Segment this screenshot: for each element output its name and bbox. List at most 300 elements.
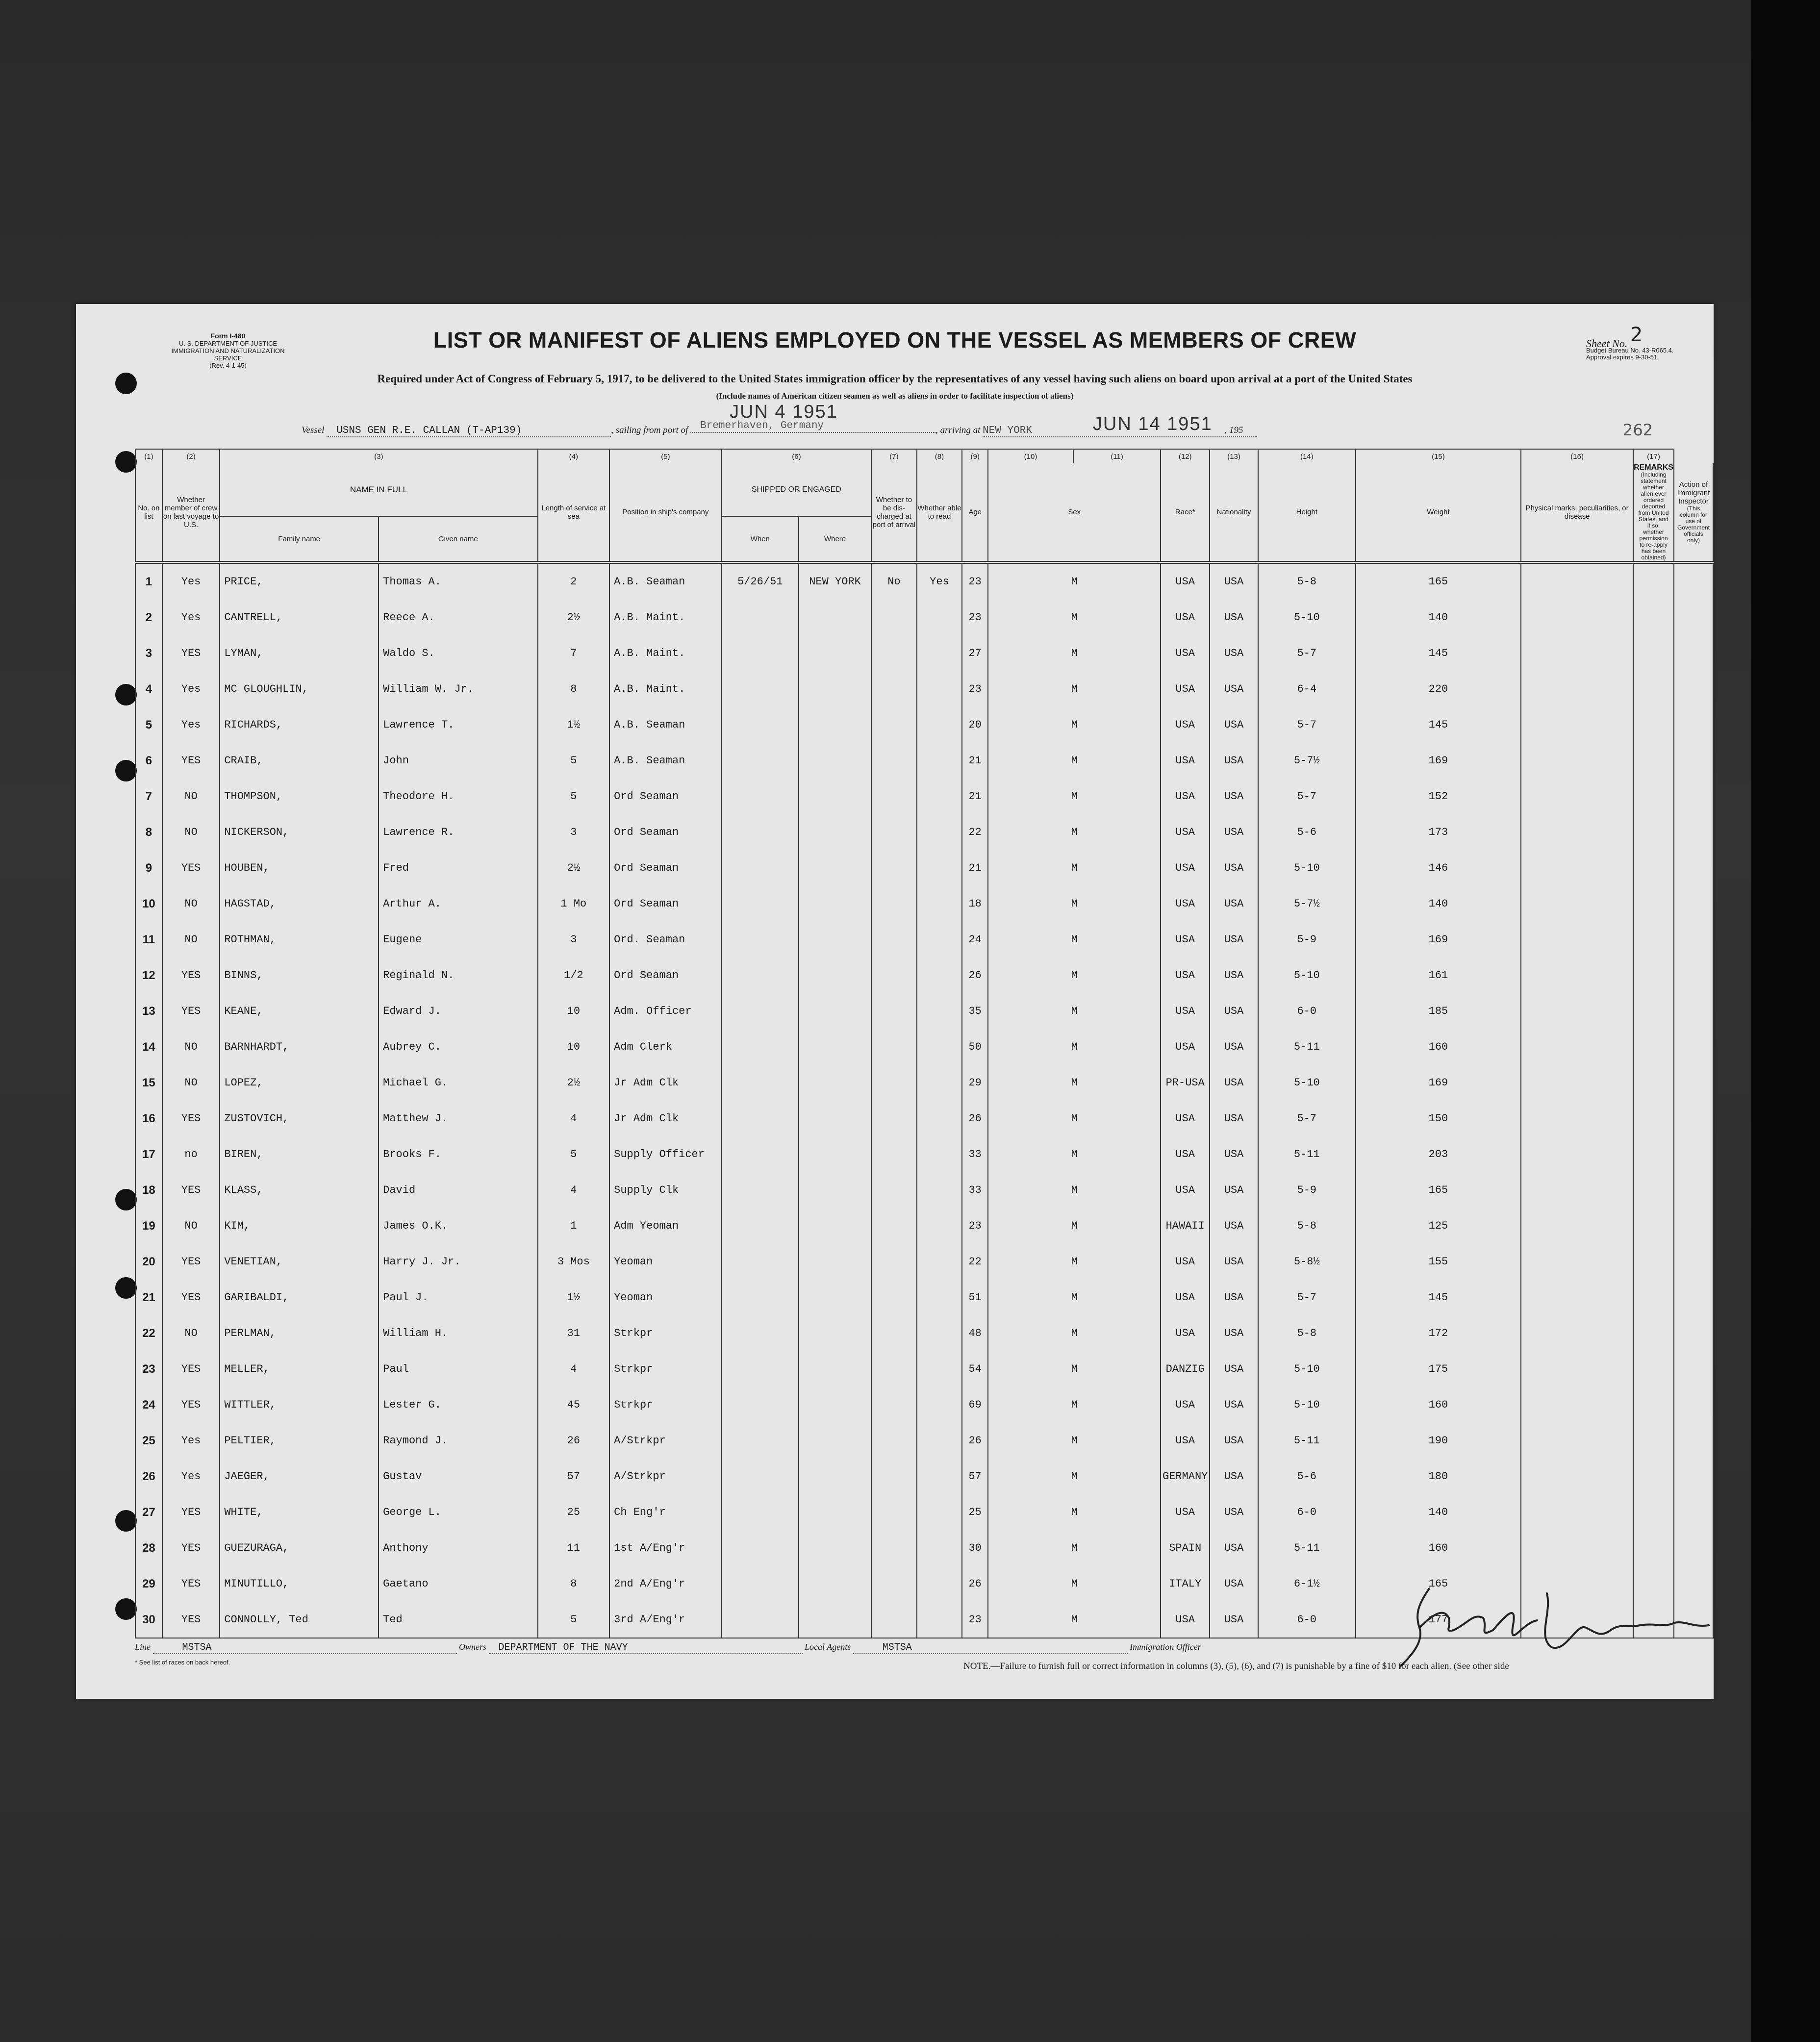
col-header-given-name: Given name [379,516,537,562]
cell-previous-voyage: YES [162,1494,220,1530]
cell-remarks [1633,1530,1674,1566]
cell-race: USA [1161,779,1210,814]
cell-previous-voyage: NO [162,814,220,850]
cell-given-name: Lawrence T. [379,707,537,743]
cell-age: 26 [962,1566,988,1602]
cell-age: 30 [962,1530,988,1566]
cell-shipped-when [722,600,799,635]
cell-inspector-action [1674,1280,1713,1315]
sailing-label: , sailing from port of [611,425,688,435]
cell-physical-marks [1521,1351,1633,1387]
cell-given-name: Paul [379,1351,537,1387]
cell-row-number: 8 [135,814,162,850]
cell-given-name: Matthew J. [379,1101,537,1136]
cell-position: A.B. Seaman [609,562,722,600]
cell-remarks [1633,1459,1674,1494]
cell-remarks [1633,1387,1674,1423]
cell-shipped-where [799,1208,871,1244]
cell-previous-voyage: YES [162,1280,220,1315]
cell-given-name: Raymond J. [379,1423,537,1459]
cell-shipped-when [722,958,799,993]
cell-discharged [871,707,917,743]
col-num: (10) [988,449,1073,463]
cell-height: 5-10 [1258,1351,1356,1387]
cell-weight: 140 [1356,600,1521,635]
cell-age: 51 [962,1280,988,1315]
remarks-title: REMARKS [1634,463,1673,472]
col-header-race: Race* [1161,463,1210,562]
cell-age: 27 [962,635,988,671]
cell-height: 5-8 [1258,562,1356,600]
table-row [135,1065,1713,1101]
cell-physical-marks [1521,779,1633,814]
cell-shipped-where [799,1172,871,1208]
cell-able-to-read [917,779,962,814]
cell-position: Strkpr [609,1387,722,1423]
cell-shipped-where [799,635,871,671]
cell-position: A/Strkpr [609,1459,722,1494]
cell-discharged [871,993,917,1029]
cell-able-to-read [917,635,962,671]
col-num: (3) [220,449,537,463]
cell-remarks [1633,1065,1674,1101]
cell-inspector-action [1674,743,1713,779]
cell-age: 50 [962,1029,988,1065]
cell-row-number: 3 [135,635,162,671]
cell-given-name: David [379,1172,537,1208]
cell-remarks [1633,1172,1674,1208]
race-footnote: * See list of races on back hereof. [135,1659,230,1666]
table-row [135,1029,1713,1065]
crew-manifest-table [135,449,1714,1639]
cell-able-to-read [917,707,962,743]
cell-sex: M [988,743,1161,779]
table-row [135,1208,1713,1244]
cell-family-name: BIREN, [220,1136,379,1172]
cell-height: 5-7 [1258,1280,1356,1315]
cell-family-name: ZUSTOVICH, [220,1101,379,1136]
cell-previous-voyage: YES [162,850,220,886]
cell-able-to-read [917,1351,962,1387]
cell-position: Strkpr [609,1315,722,1351]
cell-nationality: USA [1210,600,1258,635]
cell-remarks [1633,671,1674,707]
cell-discharged [871,1387,917,1423]
cell-shipped-when [722,1423,799,1459]
cell-shipped-where [799,1566,871,1602]
table-row [135,1136,1713,1172]
cell-race: USA [1161,671,1210,707]
immigration-officer-signature [1390,1584,1723,1672]
cell-able-to-read [917,1315,962,1351]
cell-physical-marks [1521,1208,1633,1244]
cell-discharged [871,850,917,886]
cell-physical-marks [1521,1136,1633,1172]
cell-able-to-read [917,993,962,1029]
binder-hole [115,684,137,706]
cell-discharged [871,1459,917,1494]
cell-given-name: Edward J. [379,993,537,1029]
col-num: (17) [1633,449,1674,463]
cell-nationality: USA [1210,707,1258,743]
cell-able-to-read [917,922,962,958]
cell-previous-voyage: YES [162,993,220,1029]
cell-position: Supply Officer [609,1136,722,1172]
cell-row-number: 6 [135,743,162,779]
table-row [135,1101,1713,1136]
cell-inspector-action [1674,1244,1713,1280]
cell-inspector-action [1674,1101,1713,1136]
cell-physical-marks [1521,922,1633,958]
table-row [135,635,1713,671]
cell-position: Ord Seaman [609,886,722,922]
cell-previous-voyage: no [162,1136,220,1172]
cell-family-name: HOUBEN, [220,850,379,886]
cell-nationality: USA [1210,1423,1258,1459]
cell-shipped-where [799,1387,871,1423]
table-row [135,707,1713,743]
cell-shipped-where [799,779,871,814]
cell-family-name: RICHARDS, [220,707,379,743]
cell-race: GERMANY [1161,1459,1210,1494]
cell-remarks [1633,1101,1674,1136]
cell-weight: 165 [1356,562,1521,600]
cell-shipped-when [722,1280,799,1315]
cell-weight: 177 [1356,1602,1521,1638]
col-header-age: Age [962,463,988,562]
cell-inspector-action [1674,886,1713,922]
cell-physical-marks [1521,1280,1633,1315]
cell-discharged [871,922,917,958]
col-header-read: Whether able to read [917,463,962,562]
remarks-note: (Including statement whether alien ever ordered deported from United States, and if so, whether permission to re-apply has been obtained) [1638,471,1669,561]
cell-nationality: USA [1210,958,1258,993]
cell-shipped-where [799,886,871,922]
cell-remarks [1633,1136,1674,1172]
cell-given-name: Arthur A. [379,886,537,922]
col-num: (16) [1521,449,1633,463]
cell-discharged [871,1280,917,1315]
service: IMMIGRATION AND NATURALIZATION SERVICE [171,347,285,362]
cell-sex: M [988,814,1161,850]
cell-race: USA [1161,707,1210,743]
cell-remarks [1633,1244,1674,1280]
cell-previous-voyage: YES [162,1172,220,1208]
cell-row-number: 24 [135,1387,162,1423]
cell-nationality: USA [1210,886,1258,922]
cell-service-length: 2½ [538,600,610,635]
cell-family-name: GUEZURAGA, [220,1530,379,1566]
cell-shipped-where [799,707,871,743]
cell-shipped-where [799,1459,871,1494]
cell-age: 57 [962,1459,988,1494]
cell-position: A.B. Maint. [609,671,722,707]
cell-weight: 140 [1356,886,1521,922]
col-num: (15) [1356,449,1521,463]
table-row [135,1423,1713,1459]
cell-race: ITALY [1161,1566,1210,1602]
cell-position: Ord Seaman [609,958,722,993]
cell-given-name: James O.K. [379,1208,537,1244]
cell-discharged [871,635,917,671]
cell-given-name: William H. [379,1315,537,1351]
budget-info [1586,347,1674,361]
cell-previous-voyage: YES [162,1244,220,1280]
cell-discharged [871,1136,917,1172]
cell-position: 3rd A/Eng'r [609,1602,722,1638]
cell-remarks [1633,850,1674,886]
cell-nationality: USA [1210,814,1258,850]
cell-height: 5-6 [1258,814,1356,850]
cell-shipped-when [722,707,799,743]
cell-row-number: 13 [135,993,162,1029]
cell-family-name: LYMAN, [220,635,379,671]
cell-nationality: USA [1210,635,1258,671]
cell-nationality: USA [1210,1065,1258,1101]
cell-service-length: 1/2 [538,958,610,993]
cell-sex: M [988,1065,1161,1101]
cell-weight: 155 [1356,1244,1521,1280]
cell-family-name: BINNS, [220,958,379,993]
col-header-prev-voyage: Whether member of crew on last voyage to U.S. [162,463,220,562]
cell-service-length: 7 [538,635,610,671]
cell-weight: 173 [1356,814,1521,850]
cell-physical-marks [1521,1101,1633,1136]
cell-shipped-where [799,1494,871,1530]
cell-weight: 152 [1356,779,1521,814]
cell-weight: 125 [1356,1208,1521,1244]
page-title: LIST OR MANIFEST OF ALIENS EMPLOYED ON THE VESSEL AS MEMBERS OF CREW [433,328,1357,353]
col-header-remarks [1633,463,1674,562]
cell-able-to-read [917,1029,962,1065]
cell-shipped-when [722,1315,799,1351]
cell-position: A.B. Maint. [609,600,722,635]
cell-nationality: USA [1210,1136,1258,1172]
cell-remarks [1633,600,1674,635]
cell-inspector-action [1674,1351,1713,1387]
cell-shipped-when [722,1351,799,1387]
cell-given-name: Reece A. [379,600,537,635]
cell-physical-marks [1521,958,1633,993]
cell-position: Ord Seaman [609,814,722,850]
cell-age: 26 [962,958,988,993]
cell-shipped-when [722,1208,799,1244]
cell-discharged [871,1602,917,1638]
cell-race: USA [1161,1244,1210,1280]
cell-weight: 160 [1356,1530,1521,1566]
cell-height: 5-7½ [1258,886,1356,922]
cell-row-number: 18 [135,1172,162,1208]
cell-previous-voyage: NO [162,1208,220,1244]
cell-inspector-action [1674,1136,1713,1172]
cell-age: 23 [962,671,988,707]
cell-weight: 203 [1356,1136,1521,1172]
cell-physical-marks [1521,1530,1633,1566]
binder-hole [115,760,137,782]
cell-family-name: KIM, [220,1208,379,1244]
cell-shipped-where [799,600,871,635]
cell-physical-marks [1521,850,1633,886]
cell-weight: 146 [1356,850,1521,886]
cell-inspector-action [1674,1530,1713,1566]
col-header-name: NAME IN FULL [220,463,537,516]
col-header-when: When [722,516,799,562]
cell-sex: M [988,635,1161,671]
binder-hole [115,1598,137,1620]
cell-shipped-when [722,1244,799,1280]
cell-remarks [1633,1208,1674,1244]
cell-family-name: LOPEZ, [220,1065,379,1101]
cell-inspector-action [1674,1387,1713,1423]
cell-given-name: Harry J. Jr. [379,1244,537,1280]
cell-height: 5-11 [1258,1530,1356,1566]
cell-inspector-action [1674,922,1713,958]
cell-remarks [1633,707,1674,743]
cell-previous-voyage: Yes [162,600,220,635]
cell-nationality: USA [1210,779,1258,814]
cell-shipped-where [799,1602,871,1638]
cell-physical-marks [1521,886,1633,922]
cell-able-to-read [917,1530,962,1566]
cell-race: SPAIN [1161,1530,1210,1566]
cell-discharged [871,1566,917,1602]
cell-given-name: Aubrey C. [379,1029,537,1065]
cell-sex: M [988,993,1161,1029]
cell-remarks [1633,562,1674,600]
cell-position: Adm. Officer [609,993,722,1029]
budget-bureau: Budget Bureau No. 43-R065.4. [1586,347,1674,354]
cell-row-number: 4 [135,671,162,707]
table-row [135,922,1713,958]
cell-shipped-where [799,1244,871,1280]
cell-weight: 175 [1356,1351,1521,1387]
cell-row-number: 17 [135,1136,162,1172]
cell-shipped-when [722,1387,799,1423]
cell-shipped-when [722,922,799,958]
cell-inspector-action [1674,1315,1713,1351]
cell-remarks [1633,814,1674,850]
cell-height: 5-11 [1258,1029,1356,1065]
cell-height: 5-6 [1258,1459,1356,1494]
cell-shipped-where [799,1530,871,1566]
cell-physical-marks [1521,1459,1633,1494]
cell-shipped-when [722,1459,799,1494]
cell-row-number: 28 [135,1530,162,1566]
cell-family-name: PRICE, [220,562,379,600]
cell-shipped-where [799,743,871,779]
cell-physical-marks [1521,1029,1633,1065]
cell-nationality: USA [1210,1387,1258,1423]
cell-row-number: 5 [135,707,162,743]
cell-service-length: 10 [538,993,610,1029]
cell-service-length: 3 Mos [538,1244,610,1280]
col-num: (1) [135,449,162,463]
cell-service-length: 2½ [538,1065,610,1101]
cell-shipped-when [722,1029,799,1065]
table-row [135,562,1713,600]
cell-shipped-where [799,1423,871,1459]
cell-shipped-when [722,743,799,779]
cell-given-name: Eugene [379,922,537,958]
table-row [135,600,1713,635]
cell-previous-voyage: YES [162,1602,220,1638]
cell-race: USA [1161,1029,1210,1065]
manifest-sheet [76,304,1714,1699]
cell-given-name: Gaetano [379,1566,537,1602]
cell-service-length: 8 [538,671,610,707]
cell-nationality: USA [1210,1172,1258,1208]
cell-weight: 150 [1356,1101,1521,1136]
cell-row-number: 7 [135,779,162,814]
line-value: MSTSA [153,1642,457,1654]
cell-remarks [1633,1280,1674,1315]
cell-position: Ch Eng'r [609,1494,722,1530]
table-row [135,993,1713,1029]
cell-service-length: 57 [538,1459,610,1494]
cell-physical-marks [1521,707,1633,743]
pencil-annotation: 262 [1623,421,1653,439]
cell-weight: 160 [1356,1387,1521,1423]
cell-height: 5-8½ [1258,1244,1356,1280]
cell-service-length: 10 [538,1029,610,1065]
cell-able-to-read [917,1602,962,1638]
cell-family-name: MINUTILLO, [220,1566,379,1602]
cell-sex: M [988,1423,1161,1459]
col-num: (14) [1258,449,1356,463]
cell-previous-voyage: Yes [162,1459,220,1494]
cell-shipped-when [722,1172,799,1208]
cell-row-number: 22 [135,1315,162,1351]
cell-previous-voyage: NO [162,922,220,958]
cell-sex: M [988,1029,1161,1065]
cell-age: 18 [962,886,988,922]
cell-shipped-where [799,814,871,850]
cell-discharged [871,1494,917,1530]
table-row [135,1351,1713,1387]
department: U. S. DEPARTMENT OF JUSTICE [178,340,278,347]
cell-shipped-where [799,1315,871,1351]
cell-race: USA [1161,1387,1210,1423]
cell-remarks [1633,1494,1674,1530]
cell-able-to-read [917,1101,962,1136]
cell-inspector-action [1674,1494,1713,1530]
col-header-shipped: SHIPPED OR ENGAGED [722,463,872,516]
subtitle-note: (Include names of American citizen seamen as well as aliens in order to facilitate inspection of aliens) [716,391,1074,401]
vessel-name: USNS GEN R.E. CALLAN (T-AP139) [327,425,611,437]
cell-discharged [871,1315,917,1351]
cell-row-number: 9 [135,850,162,886]
cell-nationality: USA [1210,1208,1258,1244]
film-edge [1751,0,1820,2042]
col-num: (11) [1073,449,1161,463]
cell-position: Ord. Seaman [609,922,722,958]
cell-sex: M [988,922,1161,958]
cell-sex: M [988,1136,1161,1172]
cell-sex: M [988,1566,1161,1602]
col-num: (2) [162,449,220,463]
cell-row-number: 30 [135,1602,162,1638]
table-row [135,1315,1713,1351]
cell-weight: 165 [1356,1566,1521,1602]
cell-position: Adm Yeoman [609,1208,722,1244]
cell-family-name: PELTIER, [220,1423,379,1459]
cell-height: 5-10 [1258,850,1356,886]
cell-height: 6-1½ [1258,1566,1356,1602]
cell-age: 26 [962,1423,988,1459]
cell-discharged [871,958,917,993]
cell-discharged [871,1029,917,1065]
vessel-label: Vessel [302,425,325,435]
